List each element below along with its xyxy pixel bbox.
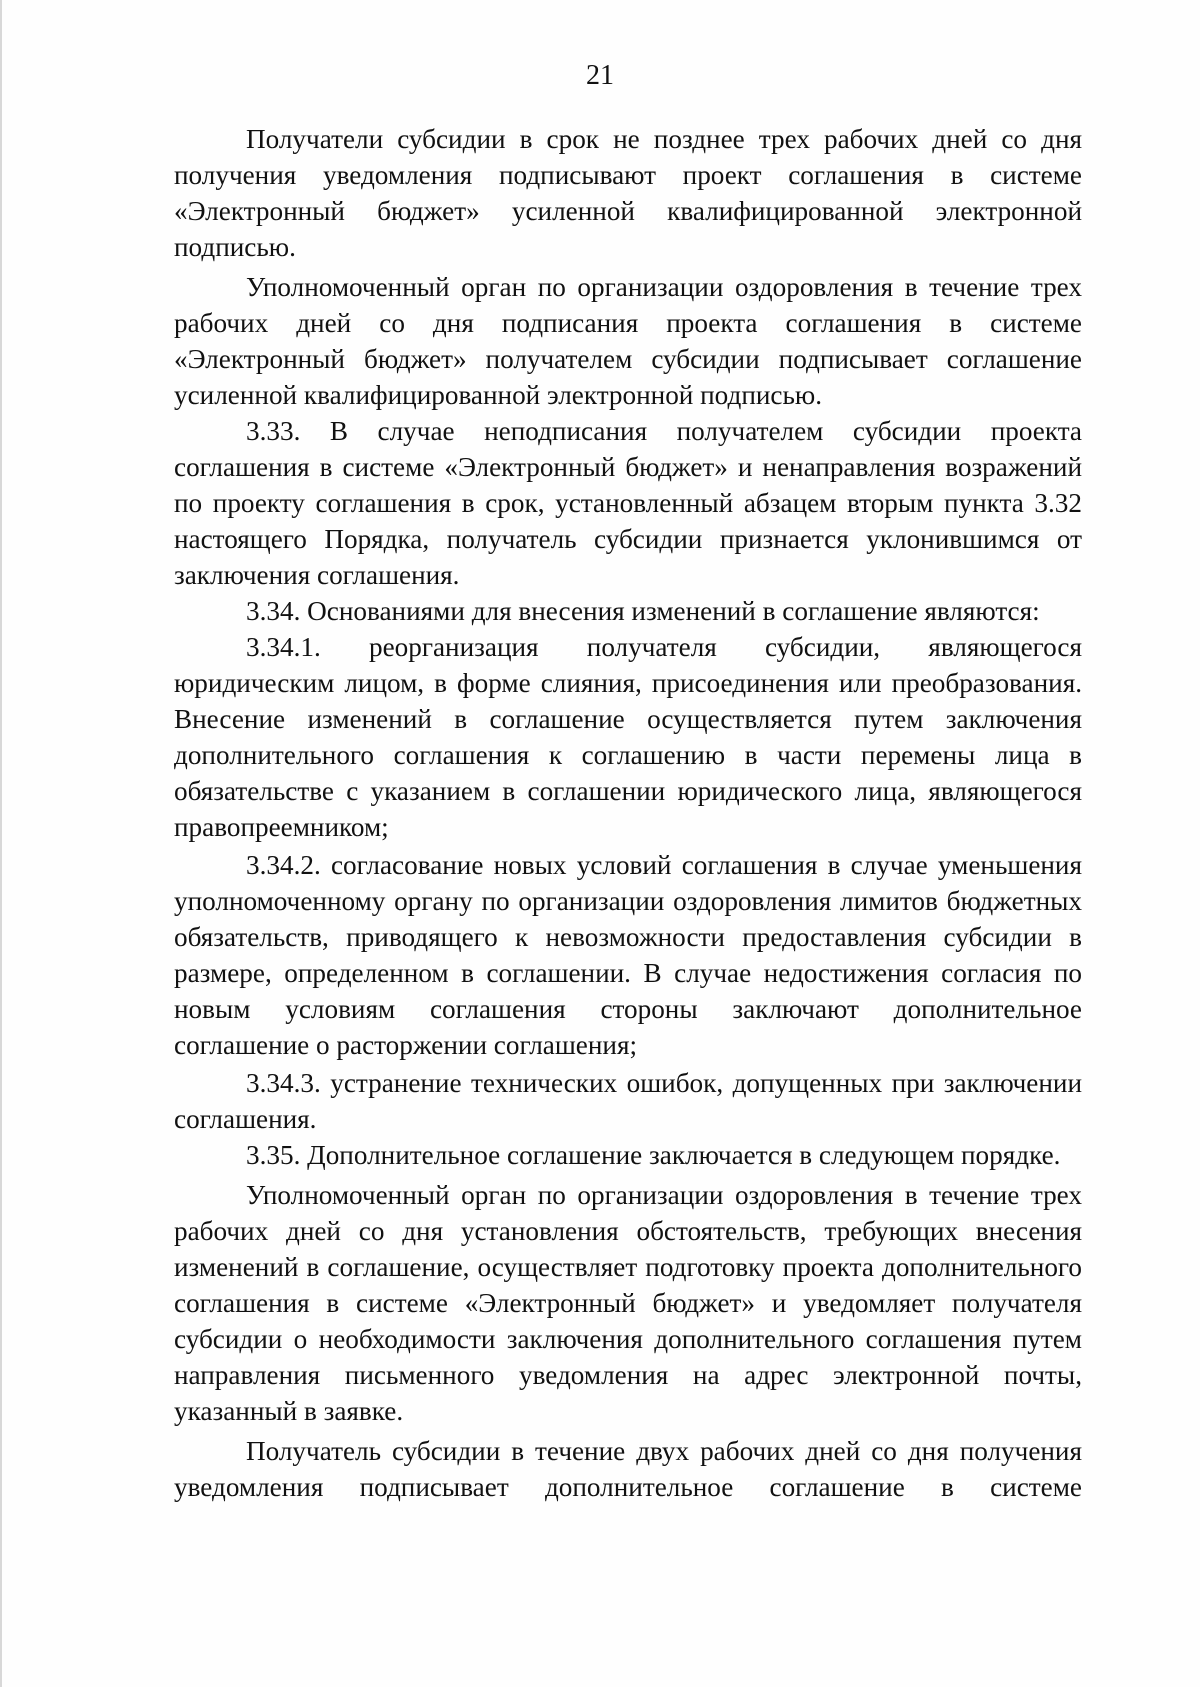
page-number: 21 — [586, 60, 614, 91]
paragraph: Получатели субсидии в срок не позднее трех рабочих дней со дня получения уведомления подписывают проект соглашения в системе «Электронный бюджет» усиленной квалифицированной электронной подписью. — [174, 124, 1082, 262]
paragraph: Уполномоченный орган по организации оздоровления в течение трех рабочих дней со дня установления обстоятельств, требующих внесения изменений в соглашение, осуществляет подготовку проекта дополнительного соглашения в системе «Электронный бюджет» и уведомляет получателя субсидии о необходимости заключения дополнительного соглашения путем направления письменного уведомления на адрес электронной почты, указанный в заявке. — [174, 1180, 1082, 1426]
paragraph: 3.34.2. согласование новых условий соглашения в случае уменьшения уполномоченному органу по организации оздоровления лимитов бюджетных обязательств, приводящего к невозможности предоставления субсидии в размере, определенном в соглашении. В случае недостижения согласия по новым условиям соглашения стороны заключают дополнительное соглашение о расторжении соглашения; — [174, 850, 1082, 1060]
paragraph: Получатель субсидии в течение двух рабочих дней со дня получения уведомления подписывает дополнительное соглашение в системе — [174, 1436, 1082, 1502]
paragraph: 3.33. В случае неподписания получателем субсидии проекта соглашения в системе «Электронный бюджет» и ненаправления возражений по проекту соглашения в срок, установленный абзацем вторым пункта 3.32 настоящего Порядка, получатель субсидии признается уклонившимся от заключения соглашения. — [174, 416, 1082, 590]
paragraph: 3.34.1. реорганизация получателя субсидии, являющегося юридическим лицом, в форме слияния, присоединения или преобразования. Внесение изменений в соглашение осуществляется путем заключения дополнительного соглашения к соглашению в части перемены лица в обязательстве с указанием в соглашении юридического лица, являющегося правопреемником; — [174, 632, 1082, 842]
paragraph: 3.34.3. устранение технических ошибок, допущенных при заключении соглашения. — [174, 1068, 1082, 1134]
scan-edge-left — [0, 0, 2, 1687]
document-body — [174, 121, 1082, 1505]
paragraph: Уполномоченный орган по организации оздоровления в течение трех рабочих дней со дня подписания проекта соглашения в системе «Электронный бюджет» получателем субсидии подписывает соглашение усиленной квалифицированной электронной подписью. — [174, 272, 1082, 410]
paragraph: 3.35. Дополнительное соглашение заключается в следующем порядке. — [246, 1140, 1061, 1170]
paragraph: 3.34. Основаниями для внесения изменений в соглашение являются: — [246, 596, 1040, 626]
